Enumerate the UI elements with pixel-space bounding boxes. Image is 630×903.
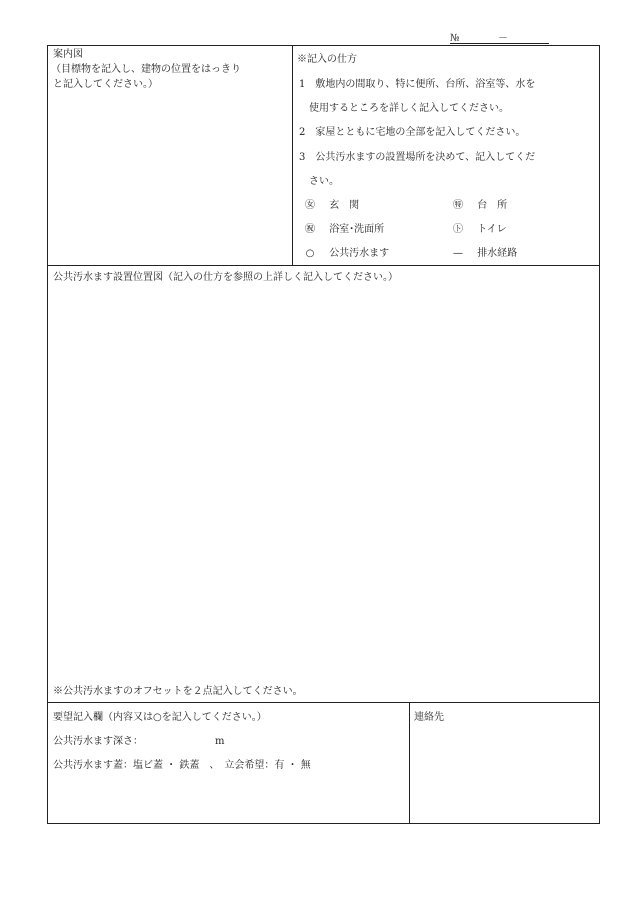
legend-kitchen bbox=[450, 198, 507, 213]
guide-map-title: 案内図 bbox=[53, 49, 83, 60]
legend-bathroom bbox=[302, 222, 384, 237]
circle-icon: ○ bbox=[305, 248, 315, 259]
legend-sewage-basin bbox=[302, 246, 389, 261]
site-plan-drawing-area[interactable] bbox=[48, 290, 599, 680]
kitchen-symbol-icon: ㊕ bbox=[453, 200, 463, 211]
legend-label: 浴室･洗面所 bbox=[329, 224, 385, 235]
legend-toilet bbox=[450, 222, 507, 237]
line-icon: — bbox=[453, 248, 463, 259]
offset-note: ※公共汚水ますのオフセットを２点記入してください。 bbox=[53, 686, 303, 697]
instruction-3-line-1: 3 公共汚水ますの設置場所を決めて、記入してくだ bbox=[299, 152, 536, 163]
number-dash: － bbox=[498, 33, 508, 44]
guide-map-note-1: （目標物を記入し、建物の位置をはっきり bbox=[51, 64, 241, 75]
contact-title: 連絡先 bbox=[414, 712, 444, 723]
instructions-title: ※記入の仕方 bbox=[297, 54, 357, 65]
entrance-symbol-icon: ㊛ bbox=[305, 200, 315, 211]
instruction-3-line-2: さい。 bbox=[309, 176, 339, 187]
top-divider bbox=[292, 45, 293, 265]
legend-label: 台 所 bbox=[477, 200, 508, 211]
legend-label: 公共汚水ます bbox=[329, 248, 390, 259]
site-plan-title: 公共汚水ます設置位置図（記入の仕方を参照の上詳しく記入してください。） bbox=[53, 272, 398, 283]
instruction-2: 2 家屋とともに宅地の全部を記入してください。 bbox=[299, 127, 526, 138]
guide-map-note-2: と記入してください。） bbox=[53, 79, 158, 90]
row-divider-1 bbox=[47, 265, 600, 266]
legend-label: トイレ bbox=[477, 224, 507, 235]
legend-entrance bbox=[302, 198, 359, 213]
number-label: № bbox=[450, 33, 460, 44]
request-title: 要望記入欄（内容又は○を記入してください。） bbox=[53, 712, 267, 723]
contact-field[interactable] bbox=[410, 726, 599, 823]
instruction-1-line-2: 使用するところを詳しく記入してください。 bbox=[309, 103, 509, 114]
depth-unit: m bbox=[215, 736, 225, 747]
legend-drain-route bbox=[450, 246, 517, 261]
bathroom-symbol-icon: ㊗ bbox=[305, 224, 315, 235]
toilet-symbol-icon: ㋣ bbox=[453, 224, 463, 235]
legend-label: 玄 関 bbox=[329, 200, 360, 211]
row-divider-2 bbox=[47, 702, 600, 703]
depth-label: 公共汚水ます深さ： bbox=[53, 736, 143, 747]
number-underline bbox=[450, 43, 549, 44]
lid-and-attendance-line: 公共汚水ます蓋：塩ビ蓋 ・ 鉄蓋 、 立会希望：有 ・ 無 bbox=[53, 760, 311, 771]
legend-label: 排水経路 bbox=[477, 248, 518, 259]
instruction-1-line-1: 1 敷地内の間取り、特に便所、台所、浴室等、水を bbox=[299, 79, 536, 90]
